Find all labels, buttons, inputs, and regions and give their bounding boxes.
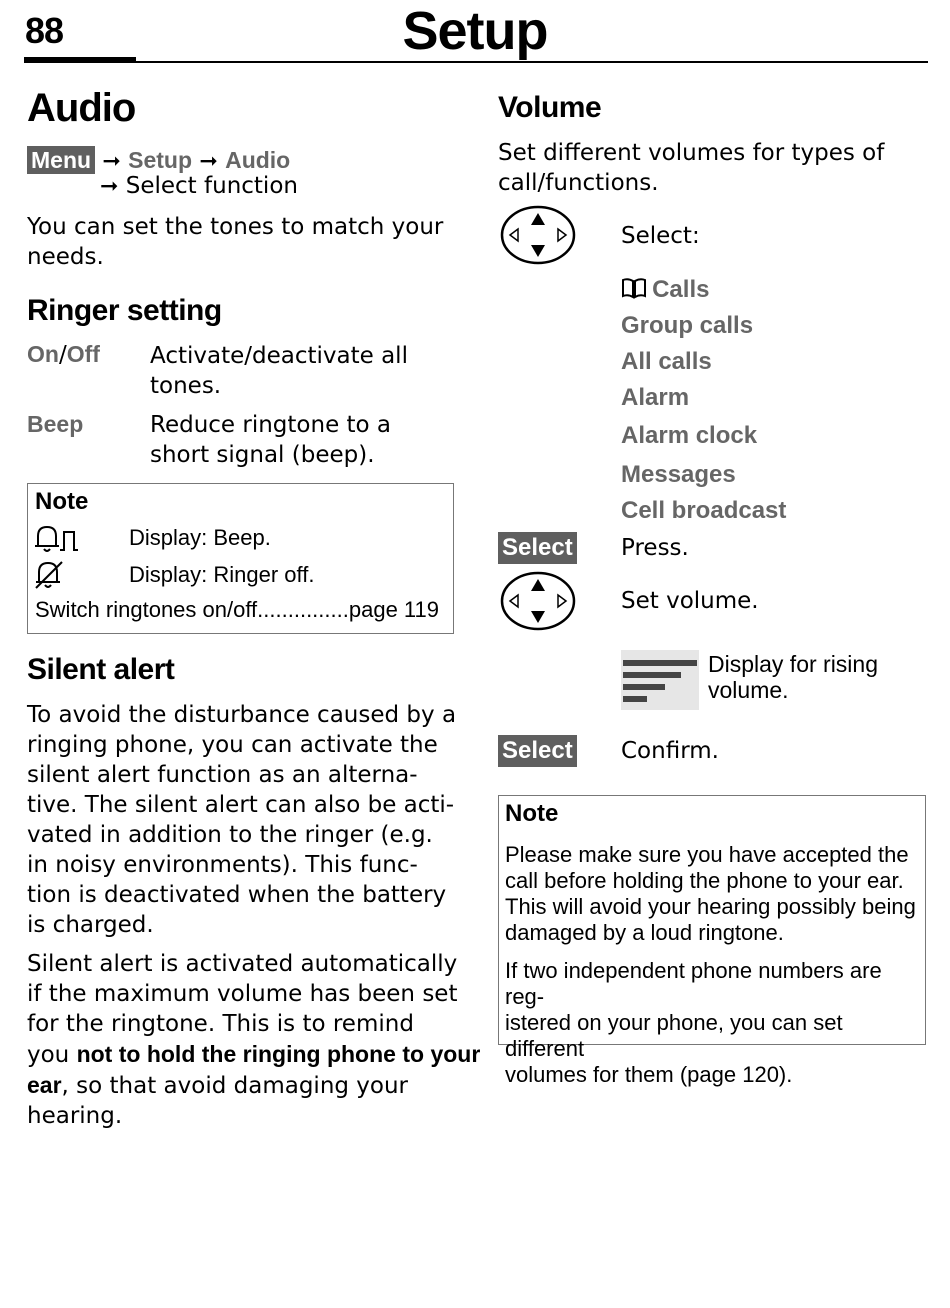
menu-path-line2 — [100, 173, 298, 199]
volume-intro — [498, 138, 884, 198]
volume-heading: Volume — [498, 91, 602, 124]
volume-bars-icon — [621, 650, 699, 714]
note-line: If two independent phone numbers are reg- — [505, 958, 882, 1009]
paragraph-line: hearing. — [27, 1103, 123, 1129]
paragraph-line: tion is deactivated when the battery — [27, 882, 447, 908]
menu-item-group-calls: Group calls — [621, 312, 754, 339]
navigation-key-icon — [500, 571, 576, 635]
link-dots: ............... — [257, 597, 349, 622]
path-select-function: Select function — [125, 173, 298, 199]
desc-line: tones. — [150, 373, 222, 399]
menu-path — [27, 146, 290, 174]
slash: / — [58, 342, 67, 368]
menu-item-calls — [621, 276, 709, 304]
intro-line: needs. — [27, 244, 104, 270]
paragraph-line: ringing phone, you can activate the — [27, 732, 438, 758]
caption-line: volume. — [708, 677, 789, 703]
note-line: This will avoid your hearing possibly being — [505, 894, 916, 919]
arrow-icon: ➞ — [199, 149, 218, 174]
note-row-ringer-off: Display: Ringer off. — [129, 562, 315, 587]
menu-item-alarm: Alarm — [621, 384, 690, 411]
phonebook-icon — [621, 276, 647, 304]
note-line: damaged by a loud ringtone. — [505, 920, 784, 945]
audio-heading: Audio — [27, 86, 136, 130]
link-text: Switch ringtones on/off — [35, 597, 258, 622]
intro-line: Set different volumes for types of — [498, 140, 885, 166]
navigation-key-icon — [500, 205, 576, 269]
note-title: Note — [505, 800, 559, 827]
desc-line: Activate/deactivate all — [150, 343, 408, 369]
path-setup: Setup — [128, 147, 193, 173]
note-box-volume — [498, 795, 926, 1087]
paragraph-line: for the ringtone. This is to remind — [27, 1011, 414, 1037]
note-line: call before holding the phone to your ear. — [505, 868, 904, 893]
paragraph-line: Silent alert is activated automatically — [27, 951, 458, 977]
beep-description — [150, 410, 391, 470]
set-volume-label: Set volume. — [621, 588, 759, 614]
menu-item-all-calls: All calls — [621, 348, 712, 375]
menu-item-messages: Messages — [621, 461, 736, 488]
note-paragraph — [505, 842, 916, 946]
page-reference-link[interactable] — [35, 597, 439, 623]
paragraph-line: in noisy environments). This func- — [27, 852, 418, 878]
note-title: Note — [35, 488, 89, 515]
silent-alert-heading: Silent alert — [27, 653, 175, 686]
intro-line: You can set the tones to match your — [27, 214, 444, 240]
select-softkey: Select — [498, 532, 577, 564]
paragraph-line: if the maximum volume has been set — [27, 981, 458, 1007]
off-label: Off — [66, 341, 100, 367]
ringer-setting-heading: Ringer setting — [27, 294, 222, 327]
audio-intro — [27, 212, 443, 272]
paragraph-line — [27, 1039, 480, 1070]
menu-item-alarm-clock: Alarm clock — [621, 422, 758, 449]
text-run: , so that avoid damaging your — [61, 1073, 409, 1099]
menu-item-label: Calls — [652, 276, 710, 303]
intro-line: call/functions. — [498, 170, 659, 196]
on-off-label — [27, 341, 100, 368]
paragraph-line: vated in addition to the ringer (e.g. — [27, 822, 433, 848]
link-page: page 119 — [348, 597, 439, 622]
menu-key: Menu — [27, 146, 95, 174]
beep-label: Beep — [27, 411, 84, 437]
note-line: Please make sure you have accepted the — [505, 842, 909, 867]
select-label: Select: — [621, 223, 700, 249]
menu-item-cell-broadcast: Cell broadcast — [621, 497, 787, 524]
note-paragraph — [505, 958, 925, 1088]
text-run: you — [27, 1042, 77, 1068]
on-label: On — [27, 341, 59, 367]
press-label: Press. — [621, 535, 689, 561]
bell-beep-icon — [34, 524, 80, 558]
arrow-icon: ➞ — [100, 174, 119, 199]
header-rule — [24, 61, 928, 63]
paragraph-line: is charged. — [27, 912, 154, 938]
emphasis-text: not to hold the ringing phone to your — [76, 1041, 481, 1067]
select-softkey: Select — [498, 735, 577, 767]
paragraph-line — [27, 1070, 480, 1101]
silent-alert-paragraph-2 — [27, 949, 480, 1131]
note-row-beep: Display: Beep. — [129, 525, 271, 550]
desc-line: Reduce ringtone to a — [150, 412, 392, 438]
desc-line: short signal (beep). — [150, 442, 375, 468]
confirm-label: Confirm. — [621, 738, 719, 764]
paragraph-line: tive. The silent alert can also be acti- — [27, 792, 455, 818]
note-line: istered on your phone, you can set different — [505, 1010, 843, 1061]
page-number: 88 — [25, 10, 64, 51]
emphasis-text: ear — [27, 1072, 62, 1098]
path-audio: Audio — [225, 147, 291, 173]
paragraph-line: To avoid the disturbance caused by a — [27, 702, 457, 728]
silent-alert-paragraph-1 — [27, 700, 456, 940]
arrow-icon: ➞ — [102, 149, 121, 174]
note-line: volumes for them (page 120). — [505, 1062, 793, 1087]
caption-line: Display for rising — [708, 651, 878, 677]
on-off-description — [150, 341, 408, 401]
rising-volume-caption — [708, 651, 878, 703]
paragraph-line: silent alert function as an alterna- — [27, 762, 418, 788]
note-box-ringer — [27, 483, 454, 634]
page-title: Setup — [402, 1, 548, 61]
bell-off-icon — [34, 560, 66, 594]
